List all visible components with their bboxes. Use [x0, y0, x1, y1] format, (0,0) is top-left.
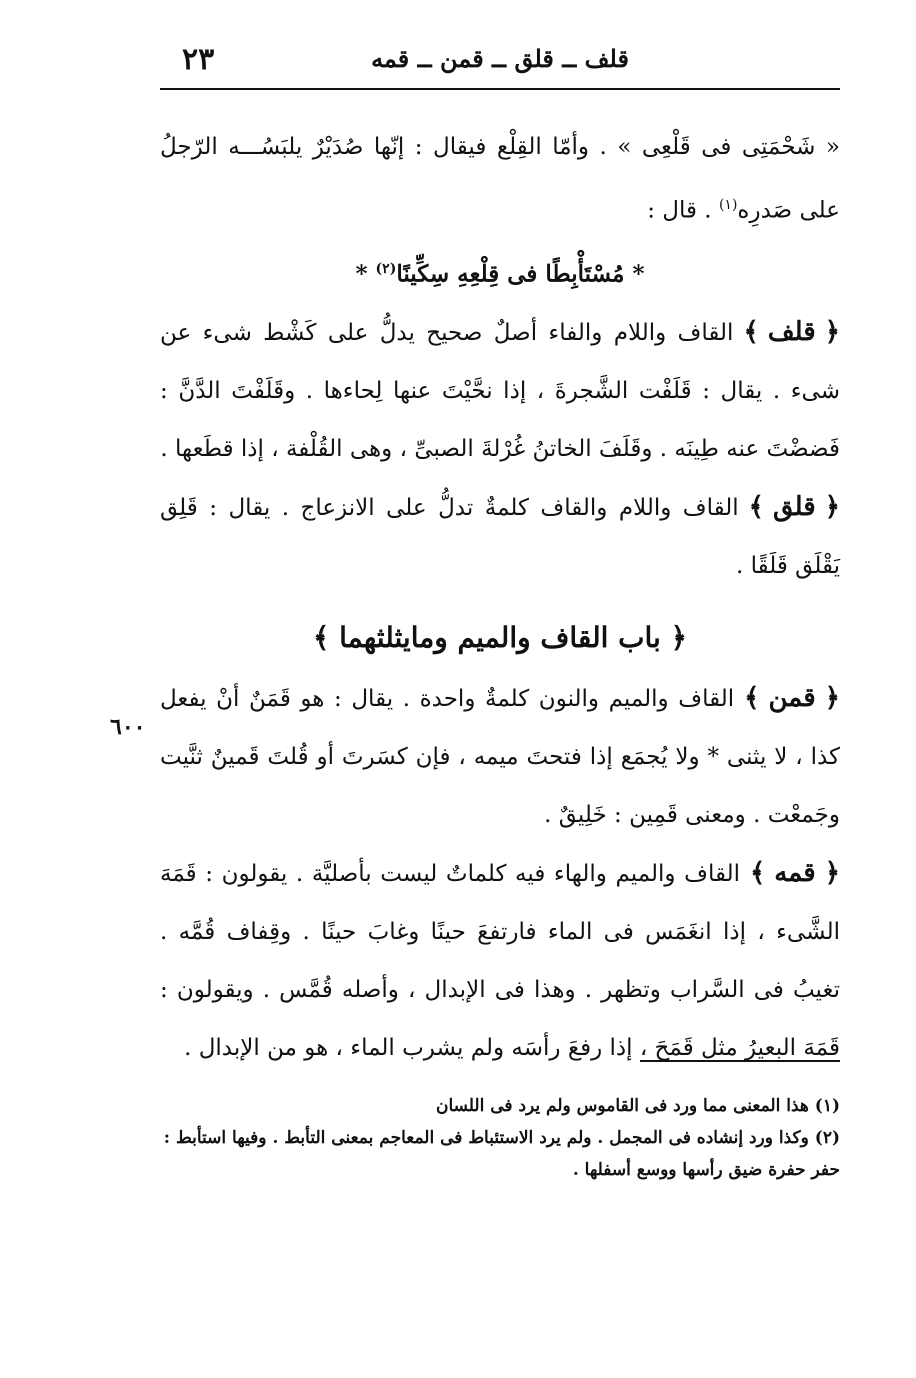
- chapter-title: ﴿ باب القاف والميم ومايثلثهما ﴾: [312, 621, 687, 655]
- entry-headword: ﴿ قمن ﴾: [744, 683, 840, 714]
- footnotes: [160, 1090, 840, 1186]
- footnote-ref-1: (١): [718, 197, 738, 213]
- page-number: ٢٣: [182, 42, 215, 77]
- entry-text: القاف واللام والقاف كلمةٌ تدلُّ على الانزعاج . يقال : قَلِق يَقْلَق قَلَقًا .: [160, 495, 840, 580]
- entry-text: القاف واللام والفاء أصلٌ صحيح يدلُّ على كَشْط شىء عن شىء . يقال : قَلَفْت الشَّجرةَ ، إذا نحَّيْتَ عنها لِحاءها . وقَلَفْتَ الدَّنَّ : فَضضْتَ عنه طِينَه . وقَلَفَ الخاتنُ غُرْلةَ الصبىِّ ، وهى القُلْفة ، إذا قطَعها .: [160, 320, 840, 463]
- margin-page-number: ٦٠٠: [110, 714, 146, 740]
- main-text: [160, 118, 840, 1077]
- entry-headword: ﴿ قلق ﴾: [748, 492, 840, 523]
- page-header: [160, 36, 840, 90]
- running-head: قلف ــ قلق ــ قمن ــ قمه: [371, 44, 629, 73]
- entry-qalaq: [160, 478, 840, 595]
- paragraph-qal: « شَحْمَتِى فى قَلْعِى » . وأمّا القِلْع فيقال : إنّها صُدَيْرٌ يلبَسُـــه الرّجلُ على صَدرِه$^{(١)}$ . قال :: [160, 134, 840, 224]
- entry-qamin: [160, 669, 840, 844]
- poetry-verse: * مُسْتَأْبِطًا فى قِلْعِهِ سِكِّينًا$^{(٢)}$ *: [355, 260, 645, 288]
- footnote-divider: [640, 1060, 840, 1062]
- entry-qamah: [160, 844, 840, 1077]
- entry-qalf: [160, 303, 840, 478]
- entry-headword: ﴿ قمه ﴾: [750, 858, 840, 889]
- footnote-2: (٢) وكذا ورد إنشاده فى المجمل . ولم يرد الاستئباط فى المعاجم بمعنى التأبط . وفيها استأبط : حفر حفرة ضيق رأسها ووسع أسفلها .: [163, 1128, 840, 1180]
- entry-text: القاف والميم والهاء فيه كلماتٌ ليست بأصليَّة . يقولون : قَمَهَ الشَّىء ، إذا انغَمَس فى الماء فارتفعَ حينًا وغابَ حينًا . وقِفاف قُمَّه . تغيبُ فى السَّراب وتظهر . وهذا فى الإبدال ، وأصله قُمَّس . ويقولون : قَمَهَ البعيرُ مثل قَمَحَ ، إذا رفعَ رأسَه ولم يشرب الماء ، هو من الإبدال .: [160, 861, 840, 1062]
- footnote-1: (١) هذا المعنى مما ورد فى القاموس ولم يرد فى اللسان: [435, 1096, 840, 1116]
- entry-headword: ﴿ قلف ﴾: [743, 317, 840, 348]
- entry-text: القاف والميم والنون كلمةٌ واحدة . يقال : هو قَمَنٌ أنْ يفعل كذا ، لا يثنى * ولا يُجمَع إذا فتحتَ ميمه ، فإن كسَرتَ أو قُلتَ قَمينٌ ثنَّيت وجَمعْت . ومعنى قَمِين : خَلِيقٌ .: [160, 686, 840, 829]
- footnote-ref-2: (٢): [375, 260, 397, 277]
